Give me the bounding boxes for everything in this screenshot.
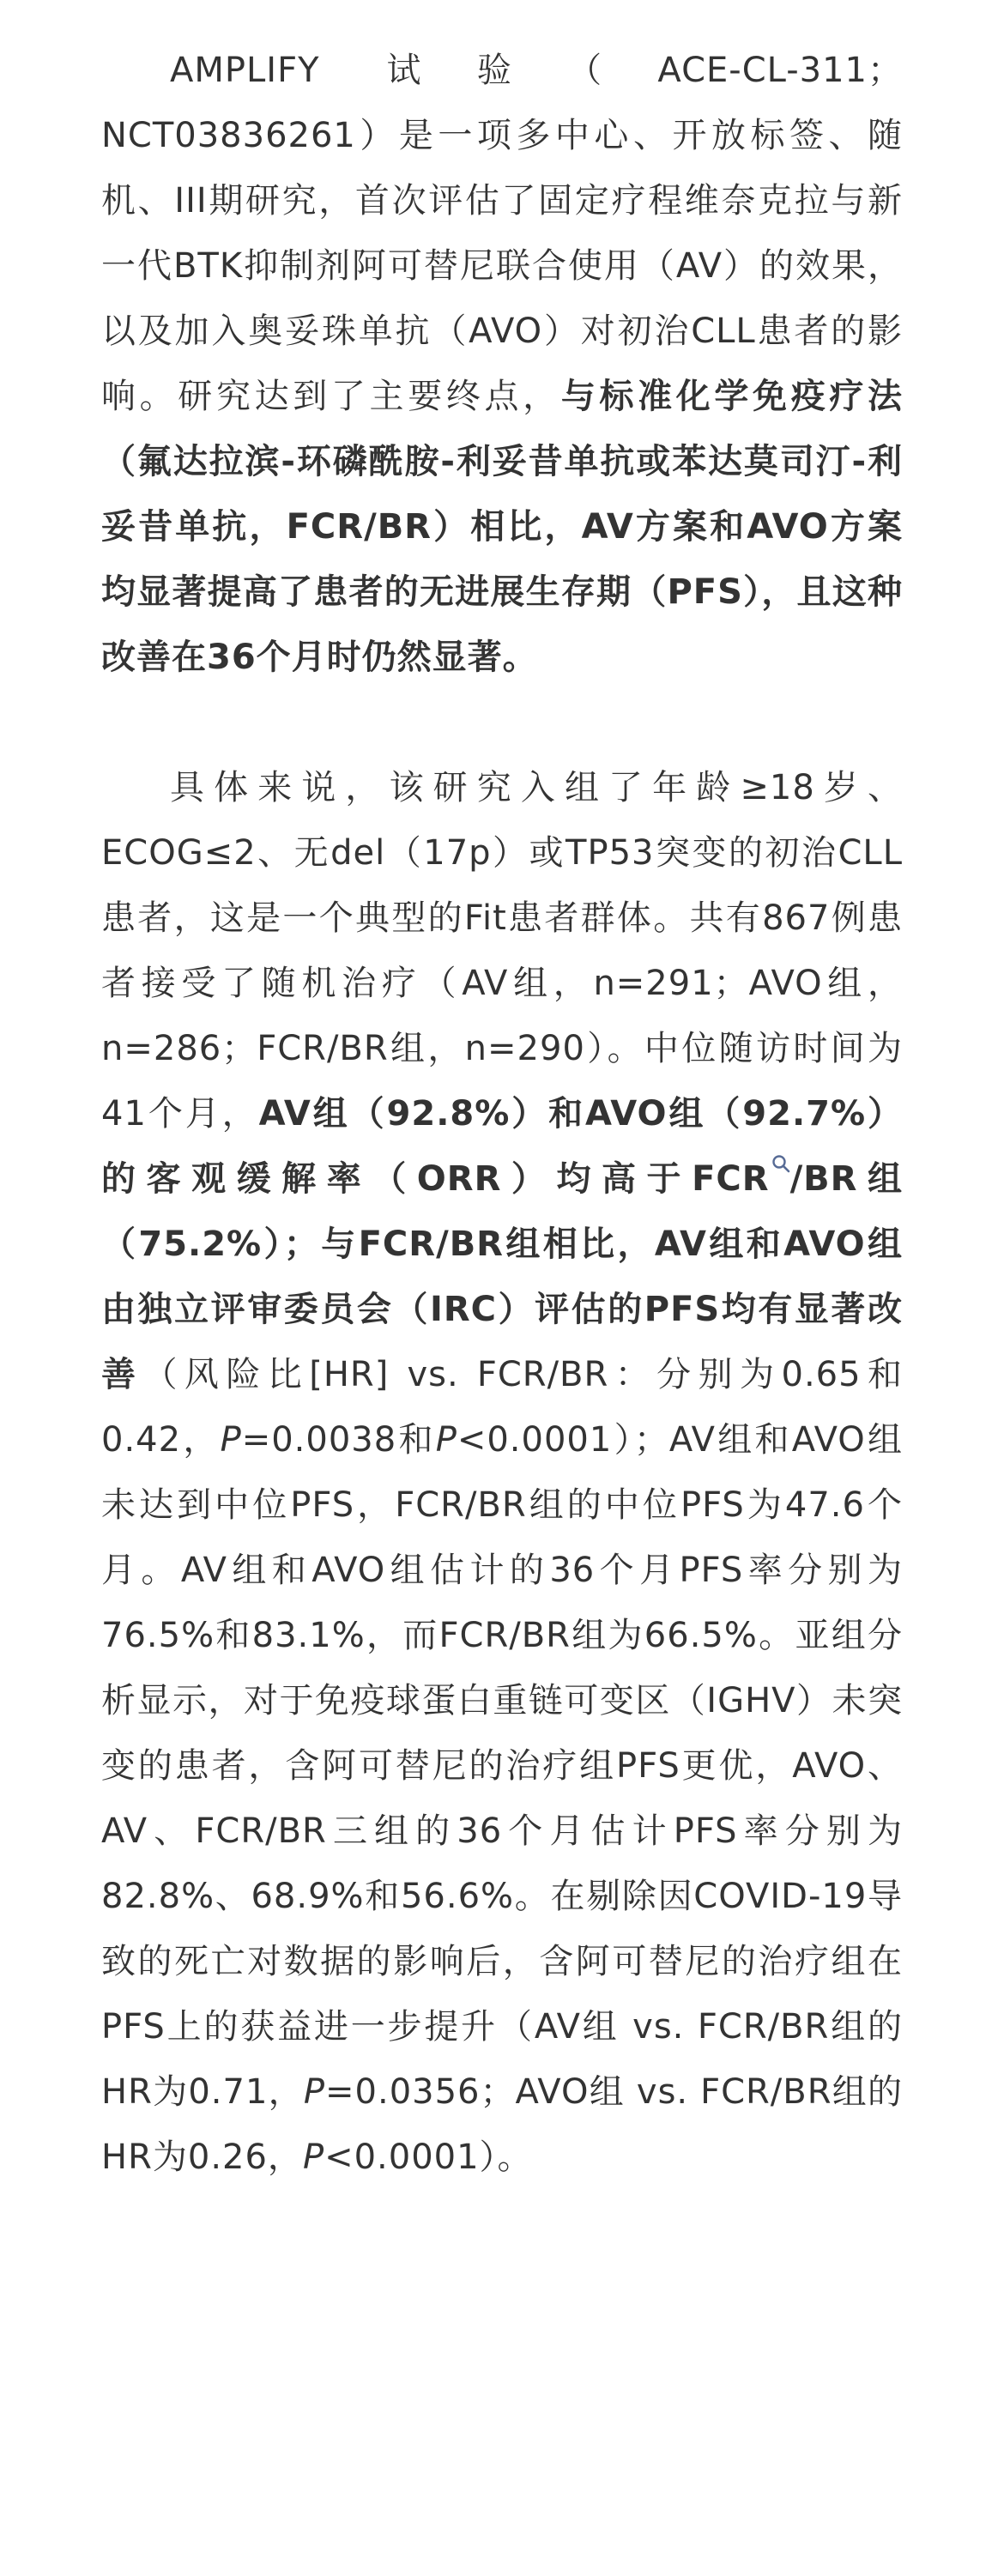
- keyword-search-link-label: FCR: [692, 1159, 770, 1199]
- paragraph-results: [101, 755, 903, 2190]
- results-text-4: <0.0001）；AV组和AVO组未达到中位PFS，FCR/BR组的中位PFS为47.6个月。AV组和AVO组估计的36个月PFS率分别为76.5%和83.1%，而FCR/BR组为66.5%。亚组分析显示，对于免疫球蛋白重链可变区（IGHV）未突变的患者，含阿可替尼的治疗组PFS更优，AVO、AV、FCR/BR三组的36个月估计PFS率分别为82.8%、68.9%和56.6%。在剔除因COVID-19导致的死亡对数据的影响后，含阿可替尼的治疗组在PFS上的获益进一步提升（AV组 vs. FCR/BR组的HR为0.71，: [101, 1420, 904, 2112]
- paragraph-amplify-intro: [101, 38, 903, 690]
- p-value-label-1: P: [220, 1420, 242, 1460]
- results-bold-pfs: /BR组（75.2%）；与FCR/BR组相比，AV组和AVO组由独立评审委员会（IRC）评估的PFS均有显著改善: [101, 1159, 903, 1394]
- search-icon[interactable]: [771, 1154, 790, 1173]
- p-value-label-2: P: [435, 1420, 457, 1460]
- intro-bold-conclusion: 与标准化学免疫疗法（氟达拉滨-环磷酰胺-利妥昔单抗或苯达莫司汀-利妥昔单抗，FCR/BR）相比，AV方案和AVO方案均显著提高了患者的无进展生存期（PFS），且这种改善在36个月时仍然显著。: [101, 377, 904, 677]
- results-bold-orr: AV组（92.8%）和AVO组（92.7%）的客观缓解率（ORR）均高于: [101, 1094, 903, 1199]
- results-text-5: =0.0356；AVO组 vs. FCR/BR组的HR为0.26，: [101, 2072, 903, 2177]
- results-text-2: （风险比[HR] vs. FCR/BR：分别为0.65和0.42，: [101, 1355, 904, 1460]
- keyword-search-link[interactable]: [692, 1159, 789, 1199]
- intro-text: AMPLIFY 试验（ACE-CL-311；NCT03836261）是一项多中心、开放标签、随机、III期研究，首次评估了固定疗程维奈克拉与新一代BTK抑制剂阿可替尼联合使用（AV）的效果，以及加入奥妥珠单抗（AVO）对初治CLL患者的影响。研究达到了主要终点，: [101, 51, 903, 416]
- p-value-label-4: P: [302, 2138, 325, 2177]
- results-text-6: <0.0001）。: [324, 2138, 533, 2177]
- results-text-3: =0.0038和: [241, 1420, 436, 1460]
- p-value-label-3: P: [303, 2072, 326, 2112]
- results-text-1: 具体来说，该研究入组了年龄≥18岁、ECOG≤2、无del（17p）或TP53突变的初治CLL患者，这是一个典型的Fit患者群体。共有867例患者接受了随机治疗（AV组，n=291；AVO组，n=286；FCR/BR组，n=290）。中位随访时间为41个月，: [101, 768, 903, 1134]
